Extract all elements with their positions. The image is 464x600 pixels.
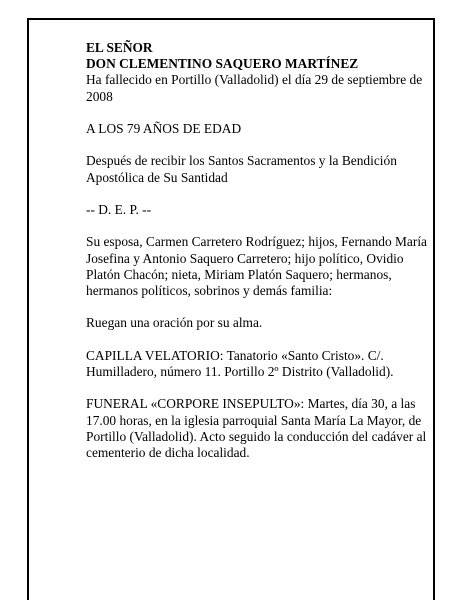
deceased-block — [86, 40, 431, 105]
family-paragraph: Su esposa, Carmen Carretero Rodríguez; hijos, Fernando María Josefina y Antonio Saquero Carretero; hijo político, Ovidio Platón Chacón; nieta, Miriam Platón Saquero; hermanos, hermanos políticos, sobrinos y demás familia: — [86, 234, 428, 298]
title-honorific: EL SEÑOR — [86, 40, 153, 55]
sacraments-line: Después de recibir los Santos Sacramentos y la Bendición Apostólica de Su Santidad — [86, 153, 397, 185]
rip-line: -- D. E. P. -- — [86, 201, 152, 217]
obituary-content — [86, 40, 431, 477]
death-info: Ha fallecido en Portillo (Valladolid) el día 29 de septiembre de 2008 — [86, 72, 423, 104]
prayer-line: Ruegan una oración por su alma. — [86, 315, 263, 331]
funeral-paragraph: FUNERAL «CORPORE INSEPULTO»: Martes, día 30, a las 17.00 horas, en la iglesia parroquial Santa María La Mayor, de Portillo (Valladolid). Acto seguido la conducción del cadáver al cementerio de dicha localidad. — [86, 396, 427, 460]
deceased-name: DON CLEMENTINO SAQUERO MARTÍNEZ — [86, 56, 359, 72]
age-line: A LOS 79 AÑOS DE EDAD — [86, 121, 242, 136]
chapel-paragraph: CAPILLA VELATORIO: Tanatorio «Santo Cristo». C/. Humilladero, número 11. Portillo 2º Distrito (Valladolid). — [86, 347, 394, 379]
